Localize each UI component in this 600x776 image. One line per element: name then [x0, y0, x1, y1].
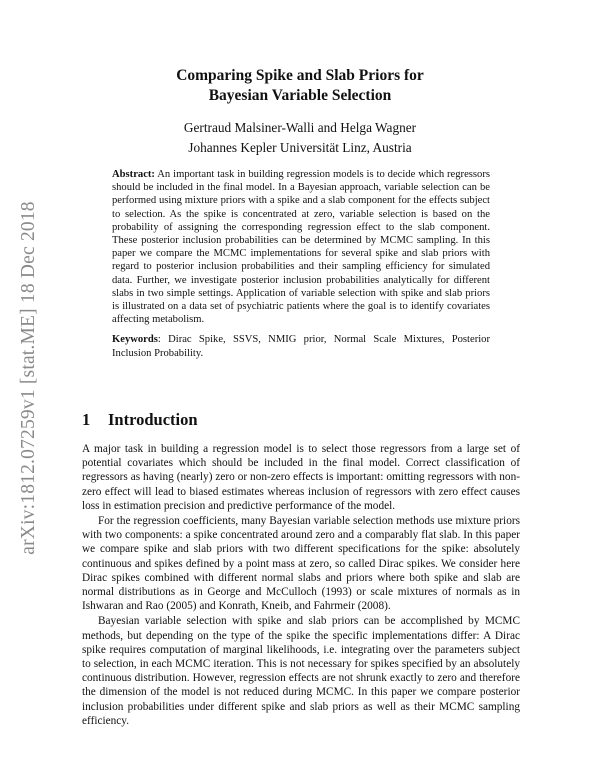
abstract-label: Abstract: [112, 169, 155, 180]
author-affiliation: Johannes Kepler Universität Linz, Austria [188, 140, 412, 155]
paragraph: A major task in building a regression model is to select those regressors from a large set of potential covariates which should be included in the final model. Correct classification of regressors as having (nearly) zero or non-zero effects is important: omitting regressors with non-zero effect will lead to biased estimates whereas inclusion of regressors with zero effect causes loss in estimation precision and predictive performance of the model. [82, 443, 520, 512]
keywords-paragraph [112, 333, 490, 359]
section-heading [82, 410, 198, 430]
section-title: Introduction [108, 410, 198, 429]
paragraph: For the regression coefficients, many Bayesian variable selection methods use mixture priors with two components: a spike concentrated around zero and a comparably flat slab. In this paper we compare spike and slab priors with two different specifications for the spike: absolutely continuous and spikes defined by a point mass at zero, so called Dirac spikes. We consider here Dirac spikes combined with different normal slabs and priors where both spike and slab are normal distributions as in George and McCulloch (1993) or scale mixtures of normals as in Ishwaran and Rao (2005) and Konrath, Kneib, and Fahrmeir (2008). [82, 515, 520, 613]
arxiv-stamp-text: arXiv:1812.07259v1 [stat.ME] 18 Dec 2018 [18, 201, 39, 555]
body-text [82, 442, 520, 728]
abstract-text: An important task in building regression models is to decide which regressors should be included in the final model. In a Bayesian approach, variable selection can be performed using mixture priors with a spike and a slab component for the effects subject to selection. As the spike is concentrated at zero, variable selection is based on the probability of assigning the corresponding regression effect to the slab component. These posterior inclusion probabilities can be determined by MCMC sampling. In this paper we compare the MCMC implementations for several spike and slab priors with regard to posterior inclusion probabilities and their sampling efficiency for simulated data. Further, we investigate posterior inclusion probabilities analytically for different slabs in two simple settings. Application of variable selection with spike and slab priors is illustrated on a data set of psychiatric patients where the goal is to identify covariates affecting metabolism. [112, 169, 490, 326]
abstract [112, 168, 490, 360]
keywords-label: Keywords [112, 334, 158, 346]
author-names: Gertraud Malsiner-Walli and Helga Wagner [183, 120, 417, 135]
section-number: 1 [82, 410, 91, 429]
arxiv-stamp [14, 178, 44, 578]
abstract-paragraph [112, 168, 490, 326]
keywords-text: : Dirac Spike, SSVS, NMIG prior, Normal Scale Mixtures, Posterior Inclusion Probability. [112, 334, 490, 359]
paper-title [0, 66, 600, 106]
paragraph: Bayesian variable selection with spike and slab priors can be accomplished by MCMC methods, but depending on the type of the spike the specific implementations differ: A Dirac spike requires computation of marginal likelihoods, i.e. integrating over the parameters subject to selection, in each MCMC iteration. This is not necessary for spikes specified by an absolutely continuous distribution. However, regression effects are not shrunk exactly to zero and therefore the dimension of the model is not reduced during MCMC. In this paper we compare posterior inclusion probabilities under different spike and slab priors as well as their MCMC sampling efficiency. [82, 615, 520, 727]
author-block [0, 118, 600, 158]
title-line-2: Bayesian Variable Selection [208, 87, 392, 104]
title-line-1: Comparing Spike and Slab Priors for [176, 67, 424, 84]
